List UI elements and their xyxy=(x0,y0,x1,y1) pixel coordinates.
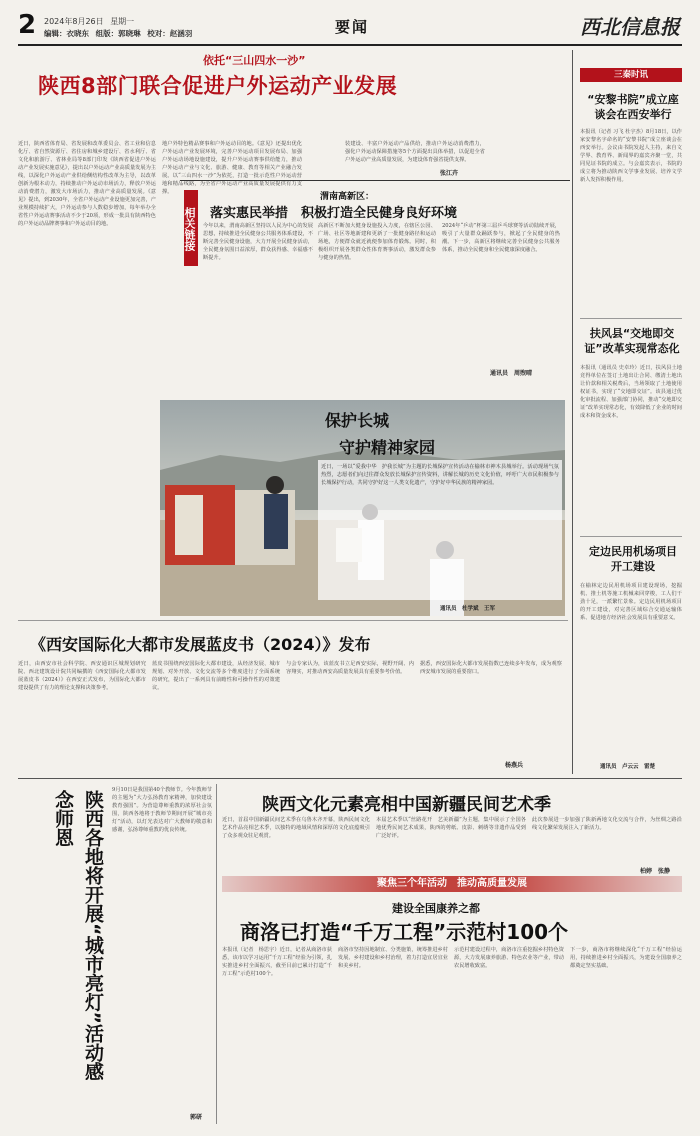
lead-col2: 地户外特色精品赛事和户外运动目的地。《意见》还提出优化户外运动产业发展环境，完善户外运动项目发展布局、加强户外运动场地设施建设，提升户外运动赛事供给能力，推动户外运动产业与文化、旅游、健康、教育等相关产业融合发展。以“三山四水一沙”为依托，打造一批示范性户外运动营地和精品线路，为全省户外运动产业高质量发展提供有力支撑。 xyxy=(162,141,302,195)
related-col2: 高新区不断加大健身设施投入力度，在辖区公园、广场、社区等地新建和更新了一批健身路径和运动场地，方便群众就近就便参加体育锻炼。同时，积极组织开展各类群众性体育赛事活动，激发群众参与健身的热情。 xyxy=(318,223,436,261)
weekday-text: 星期一 xyxy=(110,17,135,26)
feature-headline xyxy=(325,408,435,458)
bluebook-headline: 《西安国际化大都市发展蓝皮书（2024）》发布 xyxy=(30,635,371,654)
vertical-author: 郭研 xyxy=(190,1114,203,1121)
lead-col3: 装建设、丰富户外运动产品供给，推动户外运动消费潜力，强化户外运动保障措施等5个方面提出具体举措，以促进全省户外运动产业高质量发展，为建设体育强省提供支撑。 xyxy=(345,141,485,163)
beauty-col1: 本报讯（记者 杨思宇）近日，记者从商洛市获悉，该市以学习运用“千万工程”经验为引领，扎实推进乡村全面振兴，截至目前已累计打造“千万工程”示范村100个。 xyxy=(222,947,332,977)
feature-author: 通讯员 杜学斌 王军 xyxy=(440,606,496,612)
page-number: 2 xyxy=(18,10,37,40)
vertical-divider xyxy=(216,784,217,1124)
lead-divider xyxy=(180,180,570,181)
beauty-kicker: 建设全国康养之都 xyxy=(392,902,480,915)
layout-editor: 组版：郭晓琳 xyxy=(95,29,141,38)
editor-credits xyxy=(44,28,192,39)
bluebook-col1: 近日，由西安市社会科学院、西安通识区城规划研究院、西北建筑设计院共同编撰的《西安国际化大都市发展蓝皮书（2024）》在西安正式发布，为国际化大都市建设提供了有力的理论支撑和决策参考。 xyxy=(18,661,146,691)
sidebar-author-3: 通讯员 卢云云 雷楚 xyxy=(600,764,656,770)
bluebook-bottom-rule xyxy=(18,778,682,779)
related-headline: 落实惠民举措 积极打造全民健身良好环境 xyxy=(210,206,458,221)
vertical-body: 9月10日是我国第40个教师节。今年教师节的主题为“大力弘扬教育家精神，加快建设教育强国”。为营造尊师重教的浓厚社会氛围，陕西各地将于教师节期间开展“城市亮灯”活动，以灯光表达对广大教师的敬意和感谢，弘扬尊师重教的优良传统。 xyxy=(112,787,212,833)
bluebook-author: 杨燕兵 xyxy=(505,762,524,769)
vertical-headline: 陕西各地将开展“城市亮灯”活动感念师恩 xyxy=(52,790,104,1081)
sidebar-divider xyxy=(572,50,573,774)
bluebook-col3: 与会专家认为，该蓝皮书立足西安实际，视野开阔、内容翔实，对推动西安高质量发展具有重要参考价值。 xyxy=(286,661,414,675)
bluebook-col2: 蓝皮书围绕西安国际化大都市建设，从经济发展、城市规划、对外开放、文化交流等多个维度进行了全面系统的研究，提出了一系列具有前瞻性和可操作性的对策建议。 xyxy=(152,661,280,691)
art-col2: 本届艺术季以“丝路花开 艺美新疆”为主题，集中展示了全国各地优秀民间艺术成果，陕西的剪纸、皮影、刺绣等非遗作品受到广泛好评。 xyxy=(376,817,526,839)
header-rule xyxy=(18,44,682,46)
date-text: 2024年8月26日 xyxy=(44,17,104,26)
lead-kicker: 依托“三山四水一沙” xyxy=(203,54,306,67)
art-author: 柏婷 张静 xyxy=(640,868,671,875)
masthead-logo: 西北信息报 xyxy=(580,15,680,39)
sidebar-body-3: 在榆林定边民用机场项目建设现场，挖掘机、推土机等施工机械来回穿梭，工人们干劲十足，一派繁忙景象。定边民用机场项目的开工建设，对完善区域综合交通运输体系、促进地方经济社会发展具有重要意义。 xyxy=(580,583,682,621)
sidebar-column-tag: 三秦时讯 xyxy=(580,68,682,82)
related-location: 渭南高新区： xyxy=(320,192,375,202)
sidebar-rule-1 xyxy=(580,318,682,319)
related-tag: 相关链接 xyxy=(184,190,198,266)
feature-body: 近日，一场以“爱我中华 护我长城”为主题的长城保护宣传活动在榆林市神木县城举行。活动现场气氛热烈，志愿者们向过往群众发放长城保护宣传资料，讲解长城的历史文化价值，呼吁广大市民积极参与长城保护行动，共同守护好这一人类文化遗产，守护好中华民族的精神家园。 xyxy=(318,460,562,600)
issue-date xyxy=(44,16,134,27)
proofreader: 校对：赵涵羽 xyxy=(147,29,193,38)
campaign-banner xyxy=(222,876,682,892)
sidebar-body-1: 本报讯（记者 习飞 杜宇杰）8月18日，以作家安黎名字命名的“安黎书院”成立座谈会在西安举行。会议由书院发起人主持，来自文学界、教育界、新闻界的嘉宾齐聚一堂，共同见证书院的成立。与会嘉宾表示，书院的成立将为推动陕西文学事业发展、培养文学新人发挥积极作用。 xyxy=(580,129,682,183)
lead-headline: 陕西8部门联合促进户外运动产业发展 xyxy=(38,74,398,98)
related-col1: 今年以来，渭南高新区坚持以人民为中心的发展思想，持续推进全民健身公共服务体系建设，不断完善全民健身设施，大力开展全民健身活动，全民健身氛围日益浓厚，群众获得感、幸福感不断提升。 xyxy=(203,223,313,261)
editor: 编辑：衣晓东 xyxy=(44,29,89,38)
art-col3: 此次参展进一步加强了陕新两地文化交流与合作，为丝绸之路沿线文化繁荣发展注入了新活力。 xyxy=(532,817,682,831)
sidebar-headline-2: 扶风县“交地即交证”改革实现常态化 xyxy=(584,327,680,355)
beauty-col3: 示范村建设过程中，商洛市注重挖掘乡村特色资源，大力发展康养旅游、特色农业等产业，带动农民增收致富。 xyxy=(454,947,564,969)
related-author: 通讯员 周煦晴 xyxy=(490,370,533,377)
sidebar-body-2: 本报讯（通讯员 史卓玲）近日，扶风县土地竞得单位在签订土地出让合同、缴清土地出让价款和相关税费后，当场领取了土地使用权证书，实现了“交地即交证”。该县通过优化审批流程、加强部门协同，推动“交地即交证”改革实现常态化，有效降低了企业的时间成本和资金成本。 xyxy=(580,365,682,419)
bluebook-top-rule xyxy=(18,620,568,621)
beauty-col2: 商洛市坚持因地制宜、分类施策，统筹推进乡村发展、乡村建设和乡村治理，着力打造宜居宜业和美乡村。 xyxy=(338,947,448,969)
campaign-banner-text: 聚焦三个年活动 推动高质量发展 xyxy=(377,878,527,889)
sidebar-headline-3: 定边民用机场项目开工建设 xyxy=(589,545,677,573)
art-headline: 陕西文化元素亮相中国新疆民间艺术季 xyxy=(262,795,551,815)
sidebar-headline-1: “安黎书院”成立座谈会在西安举行 xyxy=(587,93,679,121)
feature-headline-line2: 守护精神家园 xyxy=(339,438,436,457)
lead-author: 张江卉 xyxy=(440,170,459,177)
lead-col1: 近日，陕西省体育局、省发展和改革委员会、省工业和信息化厅、省自然资源厅、省住房和城乡建设厅、省水利厅、省文化和旅游厅、省林业局等8部门印发《陕西省促进户外运动产业发展实施意见》，提出以户外运动产业高质量发展为主线，以深化户外运动产业供给侧结构性改革为主导，以改革创新为根本动力，持续推动户外运动市场活力，释放户外运动消费潜力，激发大市场活力，推动产业高质量发展。《意见》提出，到2030年，全省户外运动产业设施更加完善，产业规模持续扩大，户外运动参与人数稳步增加，每年举办全省性户外运动赛事活动不少于20项，形成一批具有陕西特色的户外运动品牌赛事和户外运动目的地。 xyxy=(18,141,156,227)
art-col1: 近日，首届中国新疆民间艺术季在乌鲁木齐开幕，陕西民间文化艺术作品亮相艺术季，以独特的地域风情和深厚的文化底蕴吸引了众多观众驻足观赏。 xyxy=(222,817,370,839)
feature-headline-line1: 保护长城 xyxy=(325,411,390,430)
beauty-headline: 商洛已打造“千万工程”示范村100个 xyxy=(240,920,569,944)
bluebook-col4: 据悉，西安国际化大都市发展指数已连续多年发布，成为观察西安城市发展的重要窗口。 xyxy=(420,661,562,675)
beauty-col4: 下一步，商洛市将继续深化“千万工程”经验运用，持续推进乡村全面振兴，为建设全国康养之都奠定坚实基础。 xyxy=(570,947,682,969)
section-title: 要闻 xyxy=(335,18,370,36)
related-col3: 2024年“乒动”杯第三届乒乓球赛等活动陆续开展，吸引了大量群众踊跃参与，掀起了全民健身的热潮。下一步，高新区将继续完善全民健身公共服务体系，推动全民健身和全民健康深度融合。 xyxy=(442,223,560,253)
sidebar-rule-2 xyxy=(580,536,682,537)
